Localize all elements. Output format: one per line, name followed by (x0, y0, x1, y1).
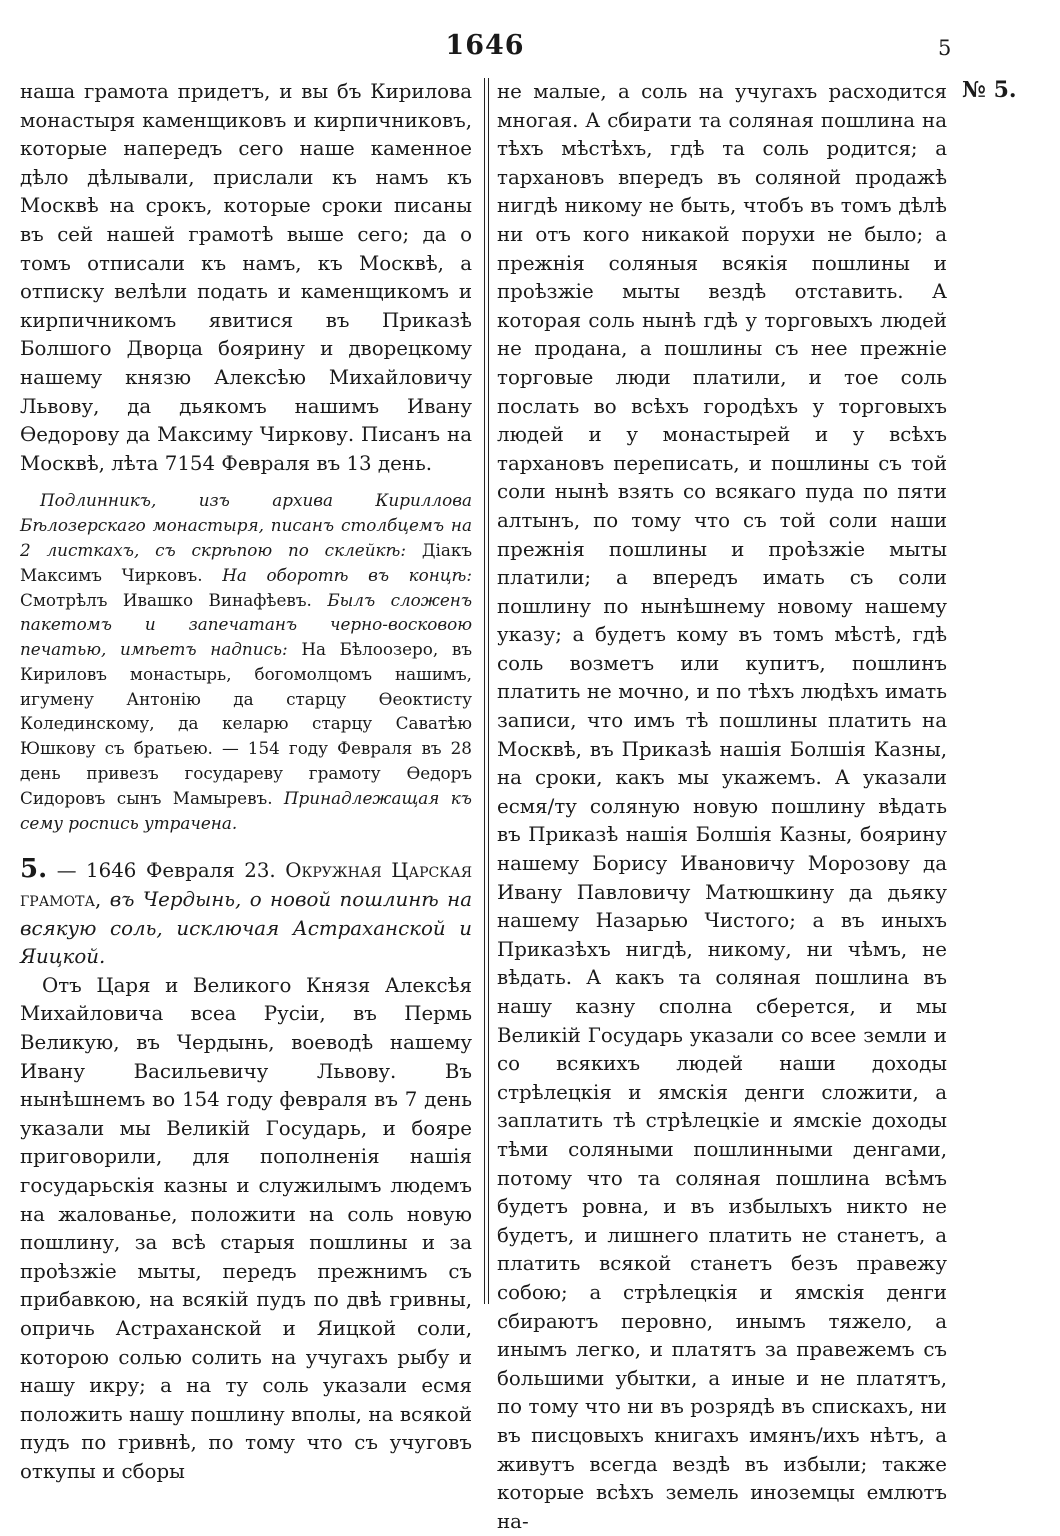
entry-summary: въ Чердынь, о новой пошлинѣ на всякую соль, исключая Астраханской и Яицкой. (20, 888, 472, 969)
page-number: 5 (938, 36, 952, 60)
source-note (20, 488, 472, 835)
note-inscription: На Бѣлоозеро, въ Кириловъ монастырь, богомолцомъ нашимъ, игумену Антонiю да старцу Ѳеоктисту Колединскому, да келарю старцу Саватѣю Юшкову съ братьею. — 154 году Февраля въ 28 день привезъ государеву грамоту Ѳедоръ Сидоровъ сынъ Мамыревъ. (20, 639, 472, 808)
note-reverse-label: На оборотѣ въ концѣ: (222, 564, 472, 585)
note-skrepa: Дiакъ Максимъ Чирковъ. (20, 539, 472, 585)
note-sealed-label: Былъ сложенъ пакетомъ и запечатанъ черно-восковою печатью, имѣетъ надпись: (20, 589, 473, 660)
entry-date: — 1646 Февраля 23. (56, 859, 276, 883)
entry-heading (20, 855, 472, 971)
note-reverse-text: Смотрѣлъ Ивашко Винафѣевъ. (20, 589, 312, 610)
charter-text-right: не малые, а соль на учугахъ расходится многая. А сбирати та соляная пошлина на тѣхъ мѣстѣхъ, гдѣ та соль родится; а тархановъ впередъ въ соляной продажѣ нигдѣ никому не быть, чтобъ въ томъ дѣлѣ ни отъ кого никакой порухи не было; а прежнiя соляныя всякiя пошлины и проѣзжiе мыты вездѣ отставить. А которая соль нынѣ гдѣ у торговыхъ людей не продана, а пошлины съ нее прежнiе торговые люди платили, и тое соль послать во всѣхъ городѣхъ у торговыхъ людей и у монастырей и у всѣхъ тархановъ переписать, и пошлины съ той соли нынѣ взять со всякаго пуда по пяти алтынъ, по тому что съ той соли наши прежнiя пошлины и проѣзжiе мыты платили; а впередъ имать съ соли пошлину по нынѣшнему новому нашему указу; а будетъ кому въ томъ мѣстѣ, гдѣ соль возметъ или купитъ, пошлинъ платить не мочно, и по тѣхъ людѣхъ имать записи, что имъ тѣ пошлины платить на Москвѣ, въ Приказѣ нашiя Болшiя Казны, на сроки, какъ мы укажемъ. А указали есмя/ту соляную новую пошлину вѣдать въ Приказѣ нашiя Болшiя Казны, боярину нашему Борису Ивановичу Морозову да Ивану Павловичу Матюшкину да дьяку нашему Назарью Чистого; а въ иныхъ Приказѣхъ нигдѣ, никому, ни чѣмъ, не вѣдать. А какъ та соляная пошлина въ нашу казну сполна сберется, и мы Великiй Государь указали со всее земли и со всякихъ людей наши доходы стрѣлецкiя и ямскiя денги сложити, а заплатить тѣ стрѣлецкiе и ямскiе доходы тѣми соляными пошлинными денгами, потому что та соляная пошлина всѣмъ будетъ ровна, и въ избылыхъ никто не будетъ, и лишнего платить не станетъ, а платить всякой станетъ безъ правежу собою; а стрѣлецкiя и ямскiя денги сбираютъ перовно, инымъ тяжело, а инымъ легко, и платятъ за правежемъ съ большими убытки, а иные и не платятъ, по тому что ни въ розрядѣ въ спискахъ, ни въ писцовыхъ книгахъ имянъ/ихъ нѣтъ, а живутъ всегда вездѣ въ избыли; также которые всѣхъ земель иноземцы емлютъ на- (497, 80, 947, 1533)
entry-number: 5. (20, 854, 48, 885)
note-intro: Подлинникъ, изъ архива Кириллова Бѣлозерскаго монастыря, писанъ столбцемъ на 2 листкахъ, съ скрѣпою по склейкѣ: (20, 490, 472, 560)
note-lost: Принадлежащая къ сему роспись утрачена. (20, 787, 472, 833)
charter-text-left: Отъ Царя и Великого Князя Алексѣя Михайловича всеа Русiи, въ Пермь Великую, въ Чердынь, воеводѣ нашему Ивану Васильевичу Львову. Въ нынѣшнемъ во 154 году февраля въ 7 день указали мы Великiй Государь, и бояре приговорили, для пополненiя нашiя государьскiя казны и служилымъ людемъ на жалованье, положити на соль новую пошлину, за всѣ старыя пошлины и за проѣзжiе мыты, передъ прежнимъ съ прибавкою, на всякiй пудъ по двѣ гривны, опричь Астраханской и Яицкой соли, которою солью солить на учугахъ рыбу и нашу икру; а на ту соль указали есмя положить нашу пошлину вполы, на всякой пудъ по гривнѣ, по тому что съ учуговъ откупы и сборы (20, 973, 472, 1483)
left-column (20, 78, 472, 1487)
page-year-header: 1646 (445, 30, 525, 61)
document-number: № 5. (962, 77, 1017, 103)
column-divider (484, 78, 489, 1304)
right-column (497, 78, 947, 1536)
continuation-paragraph: наша грамота придетъ, и вы бъ Кирилова монастыря каменщиковъ и кирпичниковъ, которые напередъ сего наше каменное дѣло дѣлывали, прислали къ намъ къ Москвѣ на срокъ, которые сроки писаны въ сей нашей грамотѣ выше сего; да о томъ отписали къ намъ, къ Москвѣ, а отписку велѣли подать и каменщикомъ и кирпичникомъ явитися въ Приказѣ Болшого Дворца боярину и дворецкому нашему князю Алексѣю Михайловичу Львову, да дьякомъ нашимъ Ивану Ѳедорову да Максиму Чиркову. Писанъ на Москвѣ, лѣта 7154 Февраля въ 13 день. (20, 80, 472, 475)
entry-kind: Окружная Царская грамота, (20, 859, 472, 912)
